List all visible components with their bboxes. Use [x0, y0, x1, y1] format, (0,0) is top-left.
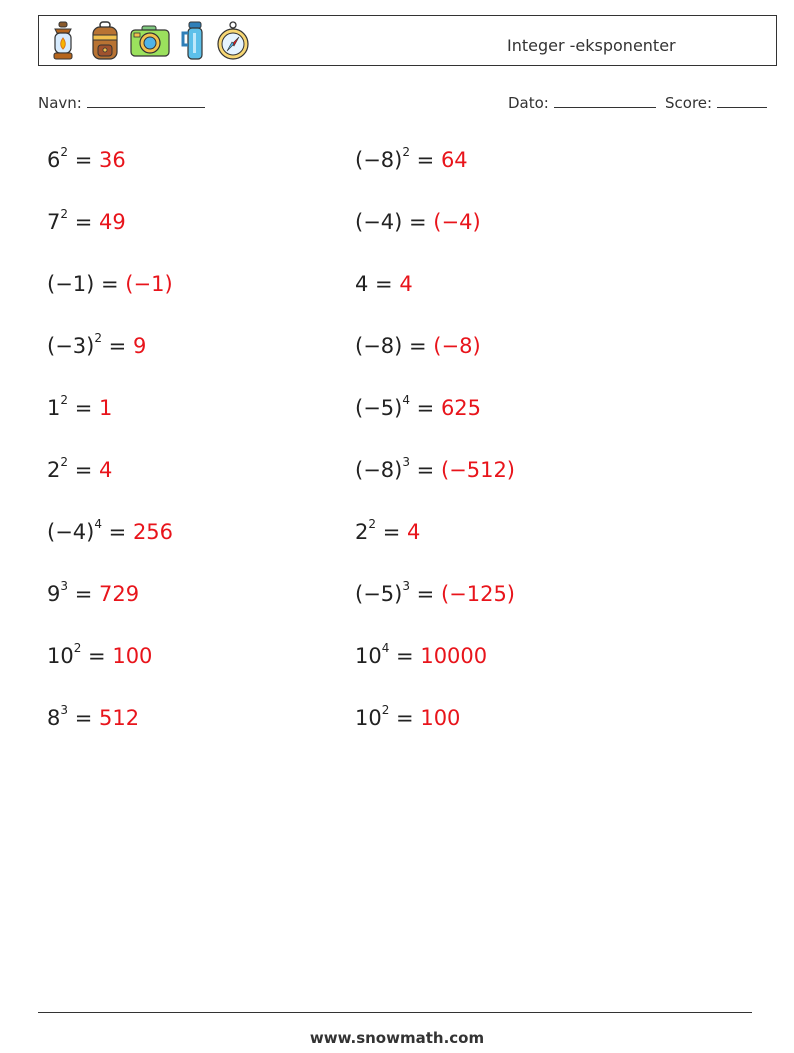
problem-base: (−8) — [355, 148, 403, 172]
problem-answer: 10000 — [420, 644, 488, 668]
problem-answer: 625 — [440, 396, 482, 420]
problem-item — [47, 579, 140, 606]
name-field[interactable] — [38, 93, 205, 112]
problem-exponent: 2 — [60, 393, 69, 407]
problem-exponent: 2 — [60, 207, 69, 221]
date-blank[interactable] — [554, 93, 656, 108]
problem-item — [47, 393, 113, 420]
problem-exponent: 2 — [402, 145, 410, 159]
problem-answer: 49 — [98, 210, 126, 234]
problem-item — [355, 210, 481, 234]
problem-exponent: 2 — [60, 455, 69, 469]
backpack-icon — [87, 19, 123, 63]
problem-base: 8 — [47, 706, 61, 730]
problem-base: (−4) — [355, 210, 403, 234]
equals-sign: = — [81, 644, 113, 668]
problem-answer: 729 — [98, 582, 140, 606]
problem-exponent: 2 — [94, 331, 102, 345]
problem-item — [47, 703, 140, 730]
problem-answer: 100 — [420, 706, 461, 730]
problem-answer: 256 — [132, 520, 174, 544]
equals-sign: = — [68, 148, 99, 172]
problem-item — [355, 334, 481, 358]
footer-divider — [38, 1012, 752, 1013]
problem-base: 2 — [47, 458, 61, 482]
equals-sign: = — [68, 458, 99, 482]
problem-base: (−5) — [355, 582, 403, 606]
problem-base: 10 — [355, 706, 382, 730]
date-label: Dato: — [508, 94, 549, 112]
problem-exponent: 4 — [94, 517, 102, 531]
problem-item — [355, 455, 516, 482]
problem-exponent: 2 — [73, 641, 82, 655]
camera-icon — [129, 19, 171, 63]
equals-sign: = — [389, 644, 421, 668]
problem-answer: 64 — [440, 148, 468, 172]
problem-base: (−5) — [355, 396, 403, 420]
problem-exponent: 3 — [402, 455, 410, 469]
equals-sign: = — [409, 582, 441, 606]
worksheet-title: Integer -eksponenter — [507, 36, 676, 55]
problem-exponent: 4 — [402, 393, 410, 407]
header-icons — [45, 19, 251, 63]
problem-item — [47, 272, 173, 296]
equals-sign: = — [68, 706, 99, 730]
problem-answer: 4 — [406, 520, 421, 544]
problem-item — [47, 455, 113, 482]
problem-base: 9 — [47, 582, 61, 606]
problem-base: (−4) — [47, 520, 95, 544]
problem-exponent: 2 — [381, 703, 390, 717]
problem-item — [47, 145, 126, 172]
problem-exponent: 2 — [368, 517, 377, 531]
problem-base: (−3) — [47, 334, 95, 358]
problem-item — [355, 641, 488, 668]
problem-base: 2 — [355, 520, 369, 544]
problem-item — [355, 145, 468, 172]
problem-answer: (−8) — [433, 334, 481, 358]
problem-item — [355, 703, 461, 730]
problem-base: 4 — [355, 272, 369, 296]
problem-item — [47, 331, 147, 358]
problem-exponent: 3 — [402, 579, 410, 593]
problem-exponent: 2 — [60, 145, 69, 159]
equals-sign: = — [376, 520, 407, 544]
problem-answer: (−1) — [125, 272, 173, 296]
equals-sign: = — [402, 210, 434, 234]
problem-exponent: 3 — [60, 579, 69, 593]
problem-answer: 4 — [399, 272, 413, 296]
equals-sign: = — [409, 458, 441, 482]
footer-url: www.snowmath.com — [309, 1029, 485, 1047]
equals-sign: = — [409, 148, 441, 172]
equals-sign: = — [68, 582, 99, 606]
problem-base: (−8) — [355, 334, 403, 358]
problem-base: (−8) — [355, 458, 403, 482]
problem-base: (−1) — [47, 272, 95, 296]
equals-sign: = — [389, 706, 421, 730]
problem-answer: 1 — [98, 396, 113, 420]
problem-item — [47, 641, 153, 668]
problem-answer: (−125) — [440, 582, 516, 606]
name-blank[interactable] — [87, 93, 205, 108]
problem-answer: (−4) — [433, 210, 481, 234]
problem-exponent: 4 — [381, 641, 390, 655]
problem-answer: 100 — [112, 644, 153, 668]
lantern-icon — [45, 19, 81, 63]
equals-sign: = — [68, 396, 99, 420]
worksheet-header — [38, 15, 777, 66]
problem-base: 1 — [47, 396, 61, 420]
equals-sign: = — [101, 520, 133, 544]
compass-icon — [215, 19, 251, 63]
problem-base: 7 — [47, 210, 61, 234]
problem-base: 10 — [47, 644, 74, 668]
problem-item — [355, 272, 413, 296]
problem-item — [355, 393, 482, 420]
problem-exponent: 3 — [60, 703, 69, 717]
problem-answer: 9 — [132, 334, 147, 358]
problem-base: 10 — [355, 644, 382, 668]
date-field[interactable] — [508, 93, 656, 112]
problem-item — [355, 579, 516, 606]
equals-sign: = — [94, 272, 126, 296]
score-field[interactable] — [665, 93, 767, 112]
problem-answer: 36 — [98, 148, 126, 172]
name-label: Navn: — [38, 94, 82, 112]
problem-answer: 4 — [98, 458, 113, 482]
problem-item — [47, 207, 126, 234]
problem-answer: (−512) — [440, 458, 516, 482]
score-label: Score: — [665, 94, 713, 112]
equals-sign: = — [409, 396, 441, 420]
equals-sign: = — [402, 334, 434, 358]
score-blank[interactable] — [717, 93, 767, 108]
equals-sign: = — [368, 272, 400, 296]
equals-sign: = — [68, 210, 99, 234]
problem-item — [355, 517, 421, 544]
problem-base: 6 — [47, 148, 61, 172]
problem-item — [47, 517, 174, 544]
equals-sign: = — [101, 334, 133, 358]
thermos-icon — [177, 19, 209, 63]
problem-answer: 512 — [98, 706, 140, 730]
